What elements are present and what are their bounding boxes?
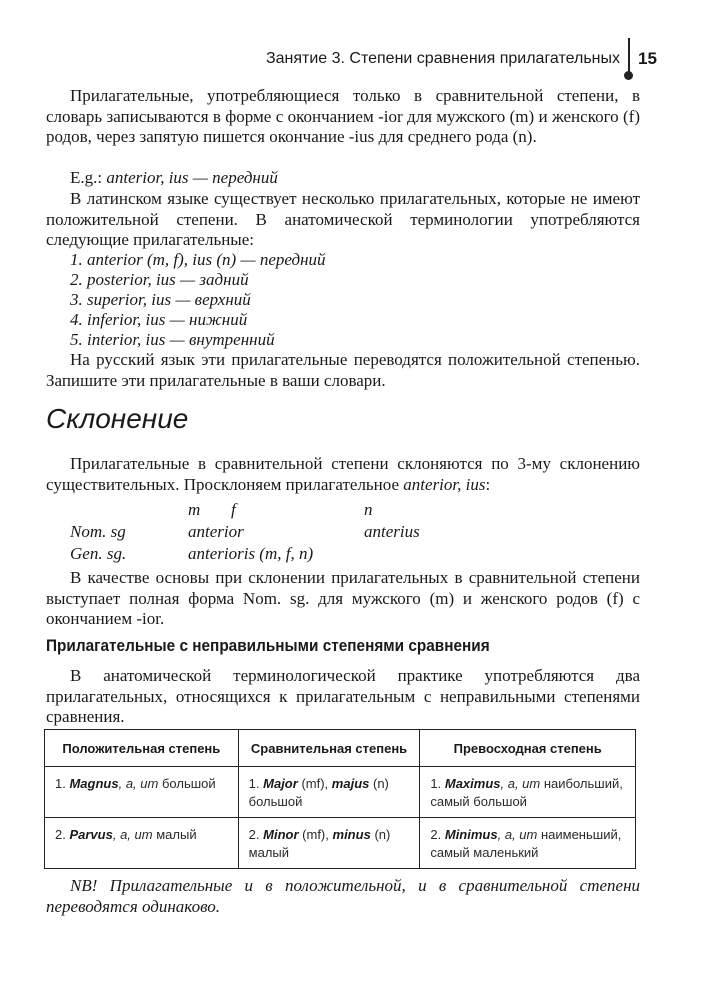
latin-word: Minor [263,827,299,842]
nom-n-form: anterius [364,522,420,541]
running-title: Занятие 3. Степени сравнения прилагательных [265,50,620,67]
latin-word: Major [263,776,298,791]
header-positive: Положительная степень [45,730,239,767]
section-heading-irregular: Прилагательные с неправильными степенями сравнения [46,637,490,655]
latin-word: Minimus [444,827,498,842]
comparison-table [44,729,636,869]
list-item: 4. inferior, ius — нижний [70,310,248,329]
table-cell: 1. Major (mf), majus (n) большой [238,767,420,818]
declension-paragraph-2: В качестве основы при склонении прилагательных в сравнительной степени выступает полная форма Nom. sg. для мужского (m) и женского родов (f) с окончанием -ior. [46,568,640,628]
header-comparative: Сравнительная степень [238,730,420,767]
declension-end: : [485,474,491,494]
table-cell: 1. Magnus, a, um большой [45,767,239,818]
declension-term: anterior, ius [403,474,486,494]
nom-label: Nom. sg [70,522,126,541]
example-prefix: E.g.: [70,168,103,187]
page-number: 15 [638,49,657,68]
table-row [45,818,636,869]
header-dot [624,71,633,80]
declension-paragraph-1 [46,454,640,495]
list-item: 5. interior, ius — внутренний [70,330,275,349]
list-item: 3. superior, ius — верхний [70,290,251,309]
table-header-row [45,730,636,767]
table-cell: 2. Minor (mf), minus (n) малый [238,818,420,869]
latin-word: Parvus [69,827,113,842]
column-f: f [231,500,236,519]
gen-form: anterioris (m, f, n) [188,544,314,563]
intro-paragraph-1: Прилагательные, употребляющиеся только в сравнительной степени, в словарь записываются в форме с окончанием -ior для мужского (m) и женского (f) родов, через запятую пишется окончание -ius для среднего рода (n). [46,86,640,146]
table-cell: 2. Parvus, a, um малый [45,818,239,869]
list-item: 2. posterior, ius — задний [70,270,249,289]
table-cell: 2. Minimus, a, um наименьший, самый маленький [420,818,636,869]
latin-word: Maximus [444,776,501,791]
nb-note: NB! Прилагательные и в положительной, и в сравнительной степени переводятся одинаково. [46,876,640,916]
intro-paragraph-2: В латинском языке существует несколько прилагательных, которые не имеют положительной степени. В анатомической терминологии употребляются следующие прилагательные: [46,189,640,249]
header-superlative: Превосходная степень [420,730,636,767]
irregular-paragraph: В анатомической терминологической практике употребляются два прилагательных, относящихся к прилагательным с неправильными степенями сравнения. [46,666,640,726]
latin-word: minus [332,827,371,842]
intro-paragraph-3: На русский язык эти прилагательные переводятся положительной степенью. Запишите эти прилагательные в ваши словари. [46,350,640,390]
gen-label: Gen. sg. [70,544,127,563]
example-line [70,168,278,189]
example-text: anterior, ius — передний [106,168,278,187]
list-item: 1. anterior (m, f), ius (n) — передний [70,250,326,269]
section-heading-declension: Склонение [46,403,189,434]
header-divider [628,38,630,74]
column-m: m [188,500,201,519]
nom-mf-form: anterior [188,522,244,541]
column-n: n [364,500,373,519]
latin-word: Magnus [69,776,119,791]
latin-word: majus [331,776,370,791]
declension-text: Прилагательные в сравнительной степени склоняются по 3-му склонению существительных. Просклоняем прилагательное [46,454,640,494]
table-row [45,767,636,818]
table-cell: 1. Maximus, a, um наибольший, самый большой [420,767,636,818]
